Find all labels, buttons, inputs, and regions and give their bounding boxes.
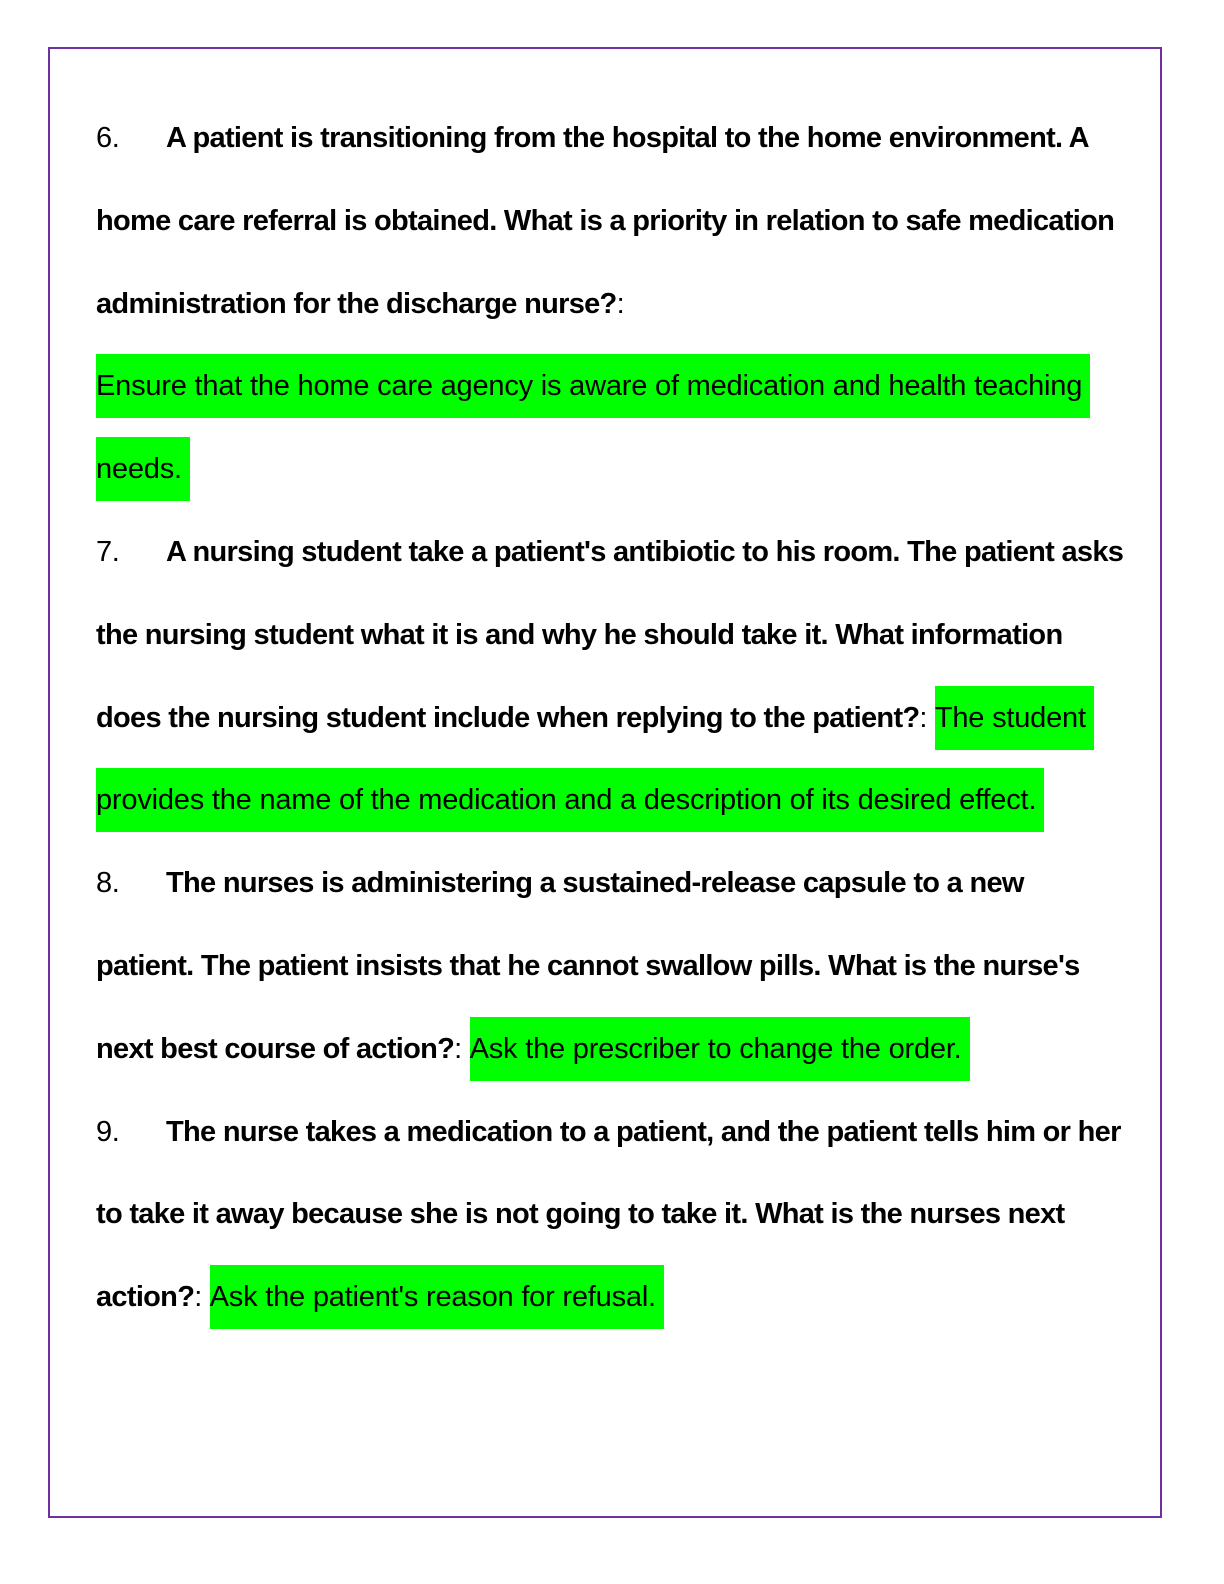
question-number: 9. — [96, 1115, 120, 1148]
question-text: A patient is transitioning from the hospital to the home environment. A home care referral is obtained. What is a priority in relation to safe medication administration for the discharge nurse? — [96, 122, 1115, 320]
answer-separator: : — [919, 701, 928, 734]
highlighted-answer: Ask the prescriber to change the order. — [470, 1017, 970, 1081]
question-number: 8. — [96, 867, 120, 900]
question-8 — [96, 842, 1126, 1090]
highlighted-answer: The student provides the name of the medication and a description of its desired effect. — [96, 686, 1094, 833]
highlighted-answer: Ensure that the home care agency is aware of medication and health teaching needs. — [96, 354, 1090, 501]
question-number: 6. — [96, 122, 120, 154]
answer-separator: : — [454, 1032, 462, 1065]
question-9 — [96, 1091, 1126, 1339]
question-7 — [96, 511, 1126, 842]
highlighted-answer: Ask the patient's reason for refusal. — [210, 1265, 664, 1329]
question-text: A nursing student take a patient's antibiotic to his room. The patient asks the nursing student what it is and why he should take it. What information does the nursing student include when replying to the patient? — [96, 535, 1124, 734]
answer-separator: : — [616, 287, 625, 320]
answer-separator: : — [194, 1281, 202, 1314]
question-text: The nurses is administering a sustained-release capsule to a new patient. The patient insists that he cannot swallow pills. What is the nurse's next best course of action? — [96, 867, 1080, 1065]
question-number: 7. — [96, 535, 120, 568]
question-6 — [96, 97, 1126, 511]
document-content — [96, 97, 1126, 1339]
question-text: The nurse takes a medication to a patient, and the patient tells him or her to take it away because she is not going to take it. What is the nurses next action? — [96, 1115, 1121, 1314]
